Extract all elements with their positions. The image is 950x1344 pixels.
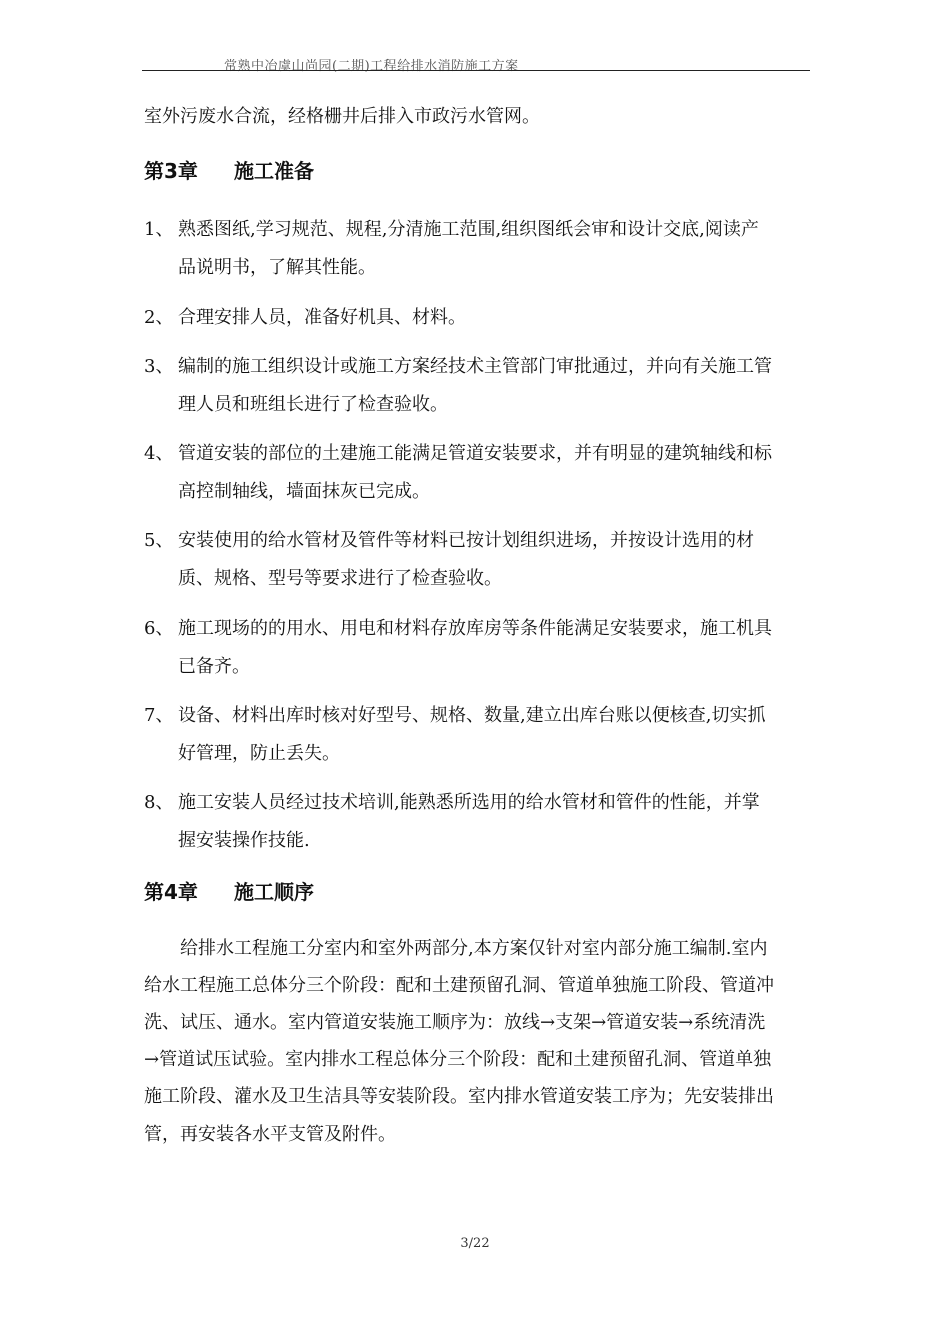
chapter-4-number: 第4章	[144, 880, 198, 904]
list-item-line: 品说明书，了解其性能。	[178, 257, 376, 278]
page-number: 3/22	[460, 1236, 490, 1251]
list-item-line: 安装使用的给水管材及管件等材料已按计划组织进场，并按设计选用的材	[178, 530, 754, 551]
list-item-line: 设备、材料出库时核对好型号、规格、数量,建立出库台账以便核查,切实抓	[178, 705, 766, 726]
paragraph-line: →管道试压试验。室内排水工程总体分三个阶段：配和土建预留孔洞、管道单独	[144, 1049, 772, 1070]
list-item-line: 熟悉图纸,学习规范、规程,分清施工范围,组织图纸会审和设计交底,阅读产	[178, 219, 759, 240]
list-item-line: 质、规格、型号等要求进行了检查验收。	[178, 568, 502, 589]
list-item-number: 5、	[144, 530, 174, 551]
list-item-number: 4、	[144, 443, 174, 464]
list-item-number: 1、	[144, 219, 174, 240]
list-item-number: 6、	[144, 618, 174, 639]
list-item-line: 高控制轴线，墙面抹灰已完成。	[178, 481, 430, 502]
list-item-line: 编制的施工组织设计或施工方案经技术主管部门审批通过，并向有关施工管	[178, 356, 772, 377]
paragraph-line: 施工阶段、灌水及卫生洁具等安装阶段。室内排水管道安装工序为；先安装排出	[144, 1086, 774, 1107]
chapter-3-title: 施工准备	[234, 159, 314, 183]
list-item-line: 理人员和班组长进行了检查验收。	[178, 394, 448, 415]
list-item-number: 3、	[144, 356, 174, 377]
paragraph-line: 给排水工程施工分室内和室外两部分,本方案仅针对室内部分施工编制.室内	[180, 938, 768, 959]
list-item-number: 2、	[144, 307, 174, 328]
list-item-line: 施工安装人员经过技术培训,能熟悉所选用的给水管材和管件的性能，并掌	[178, 792, 760, 813]
chapter-3-heading	[144, 159, 314, 183]
list-item-line: 握安装操作技能.	[178, 830, 310, 851]
page-header-title: 常熟中冶虞山尚园(二期)工程给排水消防施工方案	[224, 59, 519, 74]
chapter-4-title: 施工顺序	[234, 880, 314, 904]
intro-line: 室外污废水合流，经格栅井后排入市政污水管网。	[144, 106, 540, 127]
paragraph-line: 洗、试压、通水。室内管道安装施工顺序为：放线→支架→管道安装→系统清洗	[144, 1012, 766, 1033]
list-item-line: 施工现场的的用水、用电和材料存放库房等条件能满足安装要求，施工机具	[178, 618, 772, 639]
header-divider	[142, 70, 810, 71]
chapter-4-heading	[144, 880, 314, 904]
list-item-line: 已备齐。	[178, 656, 250, 677]
list-item-line: 管道安装的部位的土建施工能满足管道安装要求，并有明显的建筑轴线和标	[178, 443, 772, 464]
paragraph-line: 给水工程施工总体分三个阶段：配和土建预留孔洞、管道单独施工阶段、管道冲	[144, 975, 774, 996]
list-item-line: 合理安排人员，准备好机具、材料。	[178, 307, 466, 328]
paragraph-line: 管，再安装各水平支管及附件。	[144, 1124, 396, 1145]
list-item-line: 好管理，防止丢失。	[178, 743, 340, 764]
chapter-3-number: 第3章	[144, 159, 198, 183]
list-item-number: 8、	[144, 792, 174, 813]
list-item-number: 7、	[144, 705, 174, 726]
